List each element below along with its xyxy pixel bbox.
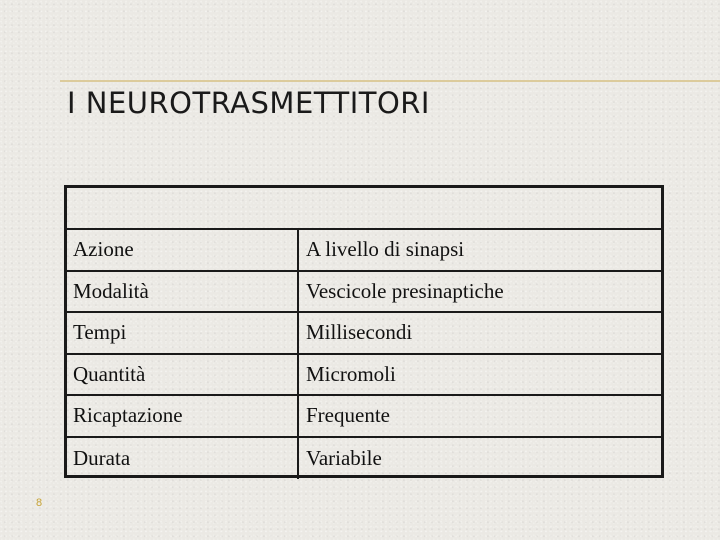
row-label: Modalità xyxy=(67,272,299,312)
row-label: Durata xyxy=(67,438,299,480)
row-value: Variabile xyxy=(306,445,382,470)
table-row xyxy=(67,438,661,480)
row-value: Micromoli xyxy=(306,361,396,386)
table-row xyxy=(67,313,661,355)
row-value: Frequente xyxy=(306,403,390,428)
table-row xyxy=(67,355,661,397)
row-value: Millisecondi xyxy=(306,320,413,345)
row-value: Vescicole presinaptiche xyxy=(306,278,504,303)
slide-title: I NEUROTRASMETTITORI xyxy=(67,86,430,120)
comparison-table xyxy=(64,185,664,478)
row-value: A livello di sinapsi xyxy=(306,237,465,262)
table-header-row xyxy=(67,188,661,230)
row-label: Tempi xyxy=(67,313,299,353)
title-divider xyxy=(60,80,720,82)
table-row xyxy=(67,396,661,438)
slide-number: 8 xyxy=(36,497,43,509)
row-label: Quantità xyxy=(67,355,299,395)
row-label: Azione xyxy=(67,230,299,270)
table-row xyxy=(67,230,661,272)
table-row xyxy=(67,272,661,314)
row-label: Ricaptazione xyxy=(67,396,299,436)
